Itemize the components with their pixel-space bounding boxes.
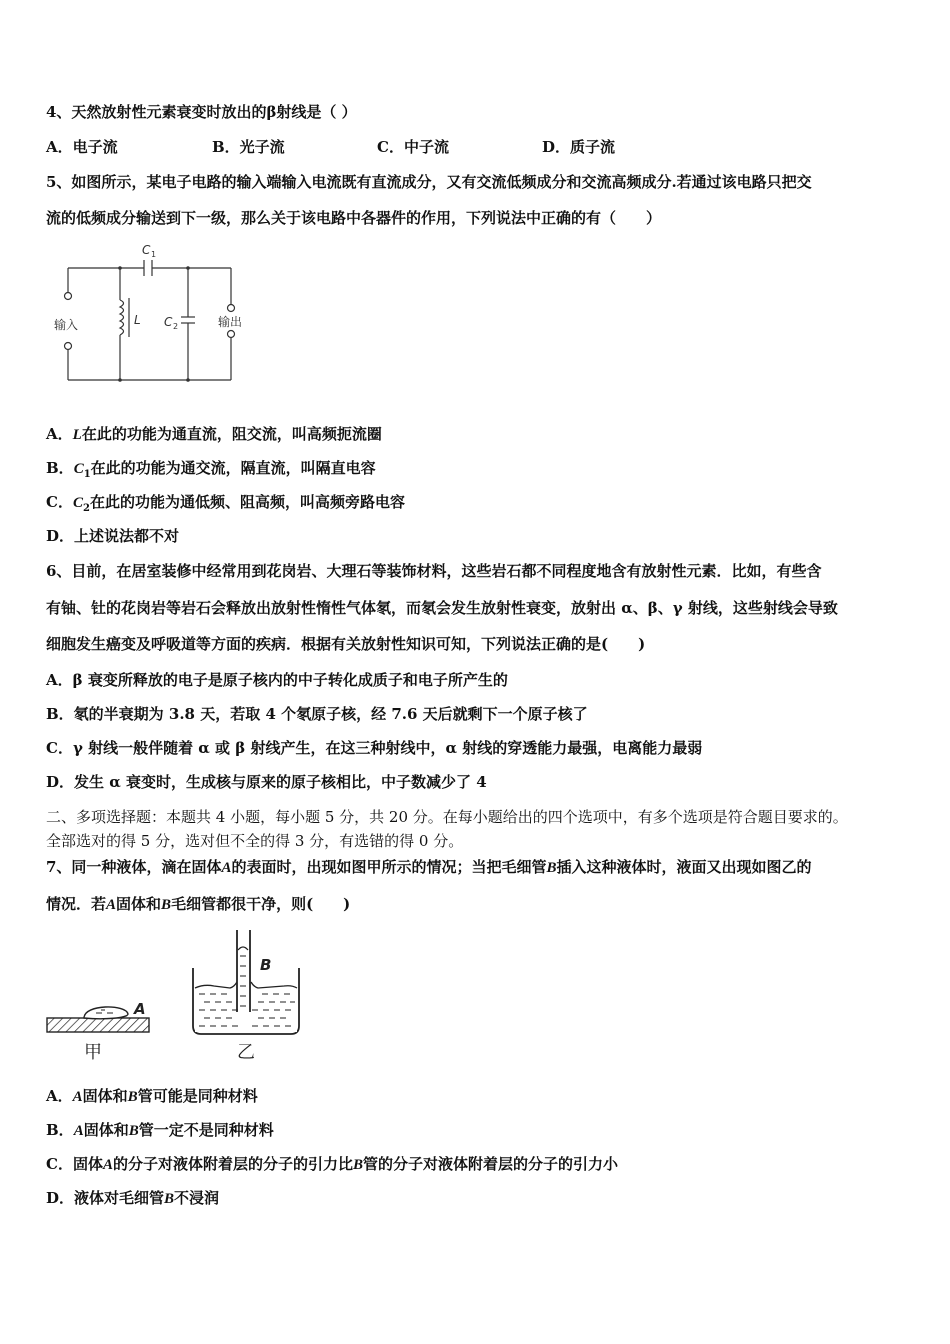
q7-stem-line2: 情况．若A固体和B毛细管都很干净，则( ) (46, 895, 351, 913)
q6-option-d: D．发生 α 衰变时，生成核与原来的原子核相比，中子数减少了 4 (46, 773, 487, 791)
q5-option-c: C．$C_2$在此的功能为通低频、阻高频，叫高频旁路电容 (46, 493, 405, 514)
q5-stem-line2: 流的低频成分输送到下一级，那么关于该电路中各器件的作用，下列说法中正确的有（ ） (46, 209, 662, 227)
q6-option-c: C．γ 射线一般伴随着 α 或 β 射线产生，在这三种射线中，α 射线的穿透能力最强，电离能力最弱 (46, 739, 703, 757)
inductor-label: L (134, 313, 141, 327)
label-b: B (260, 956, 272, 974)
q7-option-a: A．A固体和B管可能是同种材料 (46, 1087, 258, 1105)
solid-a-block (47, 1018, 149, 1032)
q4-option-c: C．中子流 (377, 138, 449, 156)
q6-stem-line2: 有铀、钍的花岗岩等岩石会释放出放射性惰性气体氡，而氡会发生放射性衰变，放射出 α、β、γ 射线，这些射线会导致 (46, 599, 838, 617)
input-label: 输入 (54, 318, 79, 332)
label-a: A (134, 1000, 146, 1018)
q5-option-a: A．L在此的功能为通直流，阻交流，叫高频扼流圈 (46, 425, 382, 443)
q5-option-b: B．$C_1$在此的功能为通交流，隔直流，叫隔直电容 (46, 459, 376, 480)
droplet (84, 1007, 128, 1019)
section2-line1: 二、多项选择题：本题共 4 小题，每小题 5 分，共 20 分。在每小题给出的四个选项中，有多个选项是符合题目要求的。 (46, 808, 848, 826)
q5-circuit-figure (48, 238, 258, 390)
q7-option-b: B．A固体和B管一定不是同种材料 (46, 1121, 274, 1139)
c2-subscript: 2 (173, 322, 179, 331)
c1-subscript: 1 (151, 250, 157, 259)
q7-option-d: D．液体对毛细管B不浸润 (46, 1189, 220, 1207)
q4-option-a: A．电子流 (46, 138, 118, 156)
q5-option-d: D．上述说法都不对 (46, 527, 180, 545)
q5-stem-line1: 5、如图所示，某电子电路的输入端输入电流既有直流成分，又有交流低频成分和交流高频成分.若通过该电路只把交 (46, 173, 812, 191)
c2-label: C (164, 315, 173, 329)
q7-stem-line1: 7、同一种液体，滴在固体A的表面时，出现如图甲所示的情况；当把毛细管B插入这种液体时，液面又出现如图乙的 (46, 858, 812, 876)
q7-figure (44, 926, 314, 1066)
q6-option-a: A．β 衰变所释放的电子是原子核内的中子转化成质子和电子所产生的 (46, 671, 508, 689)
label-jia: 甲 (84, 1042, 102, 1063)
q6-stem-line3: 细胞发生癌变及呼吸道等方面的疾病．根据有关放射性知识可知，下列说法正确的是( ) (46, 635, 646, 653)
q4-stem: 4、天然放射性元素衰变时放出的β射线是（ ） (46, 103, 357, 121)
section2-line2: 全部选对的得 5 分，选对但不全的得 3 分，有选错的得 0 分。 (46, 832, 464, 850)
q6-option-b: B．氡的半衰期为 3.8 天，若取 4 个氡原子核，经 7.6 天后就剩下一个原子核了 (46, 705, 588, 723)
output-label: 输出 (218, 315, 243, 329)
c1-label: C (142, 243, 151, 257)
q6-stem-line1: 6、目前，在居室装修中经常用到花岗岩、大理石等装饰材料，这些岩石都不同程度地含有放射性元素．比如，有些含 (46, 562, 822, 580)
q4-option-d: D．质子流 (542, 138, 616, 156)
q7-option-c: C．固体A的分子对液体附着层的分子的引力比B管的分子对液体附着层的分子的引力小 (46, 1155, 619, 1173)
label-yi: 乙 (237, 1042, 255, 1063)
q4-option-b: B．光子流 (212, 138, 285, 156)
